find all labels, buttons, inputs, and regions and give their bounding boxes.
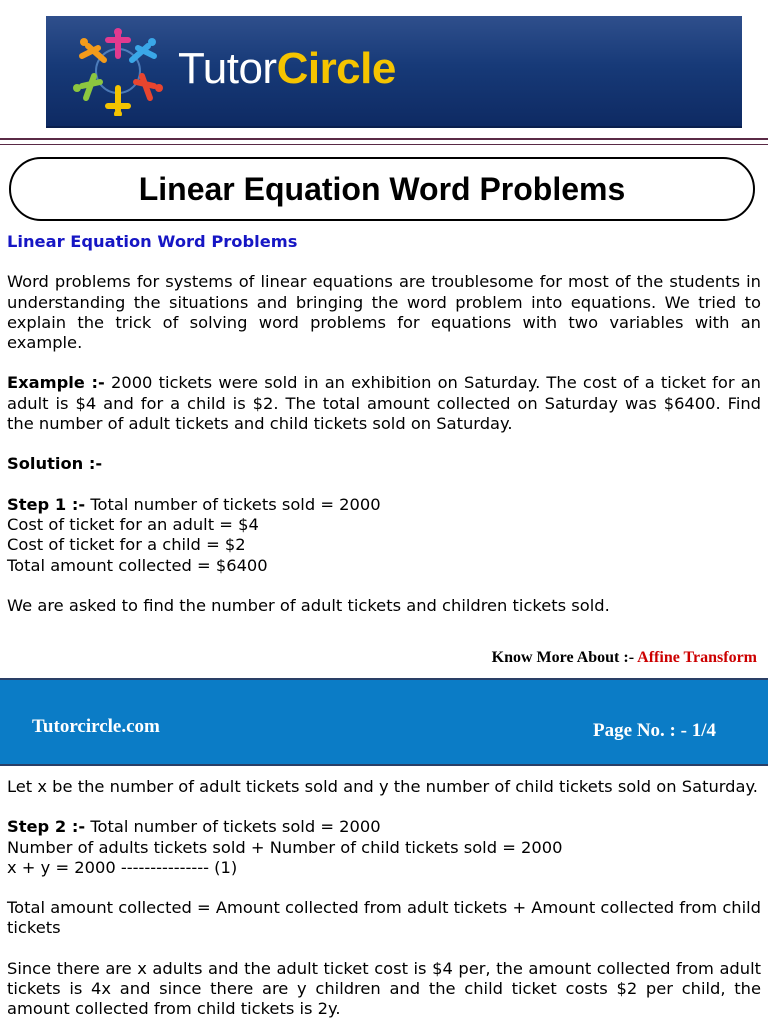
total-collected-paragraph: Total amount collected = Amount collected from adult tickets + Amount collected from child tickets bbox=[7, 898, 761, 938]
step2-line: x + y = 2000 --------------- (1) bbox=[7, 857, 238, 877]
know-more-prefix: Know More About :- bbox=[491, 649, 635, 666]
page-footer bbox=[0, 678, 768, 766]
logo-word-circle: Circle bbox=[276, 44, 396, 93]
step1-line: Total amount collected = $6400 bbox=[7, 555, 268, 575]
subheading bbox=[7, 232, 761, 252]
divider bbox=[0, 138, 768, 140]
step1-line: Total number of tickets sold = 2000 bbox=[85, 494, 381, 514]
step1-line: Cost of ticket for an adult = $4 bbox=[7, 514, 259, 534]
divider bbox=[0, 144, 768, 145]
step2-line: Total number of tickets sold = 2000 bbox=[85, 817, 381, 837]
step1-label: Step 1 :- bbox=[7, 494, 86, 514]
know-more bbox=[492, 649, 757, 667]
content-upper bbox=[7, 232, 761, 616]
tutorcircle-logo-icon bbox=[68, 26, 168, 116]
logo-wordmark bbox=[178, 44, 396, 94]
logo-banner bbox=[46, 16, 742, 128]
know-more-link[interactable]: Affine Transform bbox=[637, 649, 757, 666]
step2-line: Number of adults tickets sold + Number of child tickets sold = 2000 bbox=[7, 837, 563, 857]
title-box bbox=[9, 157, 755, 221]
solution-label: Solution :- bbox=[7, 454, 103, 474]
step2-label: Step 2 :- bbox=[7, 817, 86, 837]
footer-site[interactable]: Tutorcircle.com bbox=[32, 716, 160, 737]
page-title: Linear Equation Word Problems bbox=[138, 170, 626, 207]
example-label: Example :- bbox=[7, 373, 105, 393]
ask-paragraph: We are asked to find the number of adult tickets and children tickets sold. bbox=[7, 595, 610, 615]
since-paragraph: Since there are x adults and the adult ticket cost is $4 per, the amount collected from adult tickets is 4x and since there are y children and the child ticket costs $2 per child, the amount collected from child tickets is 2y. bbox=[7, 958, 761, 1019]
let-paragraph: Let x be the number of adult tickets sold and y the number of child tickets sold on Saturday. bbox=[7, 777, 758, 796]
subheading-text: Linear Equation Word Problems bbox=[7, 232, 298, 251]
step2-block bbox=[7, 817, 761, 878]
example-paragraph bbox=[7, 373, 761, 434]
step1-line: Cost of ticket for a child = $2 bbox=[7, 535, 246, 555]
example-text: 2000 tickets were sold in an exhibition on Saturday. The cost of a ticket for an adult is $4 and for a child is $2. The total amount collected on Saturday was $6400. Find the number of adult tickets and child tickets sold on Saturday. bbox=[7, 373, 761, 434]
logo-word-tutor: Tutor bbox=[178, 44, 277, 93]
content-lower bbox=[7, 777, 761, 1020]
page-number: Page No. : - 1/4 bbox=[593, 720, 716, 741]
step1-block bbox=[7, 495, 761, 576]
intro-paragraph: Word problems for systems of linear equations are troublesome for most of the students in understanding the situations and bringing the word problem into equations. We tried to explain the trick of solving word problems for equations with two variables with an example. bbox=[7, 272, 761, 353]
